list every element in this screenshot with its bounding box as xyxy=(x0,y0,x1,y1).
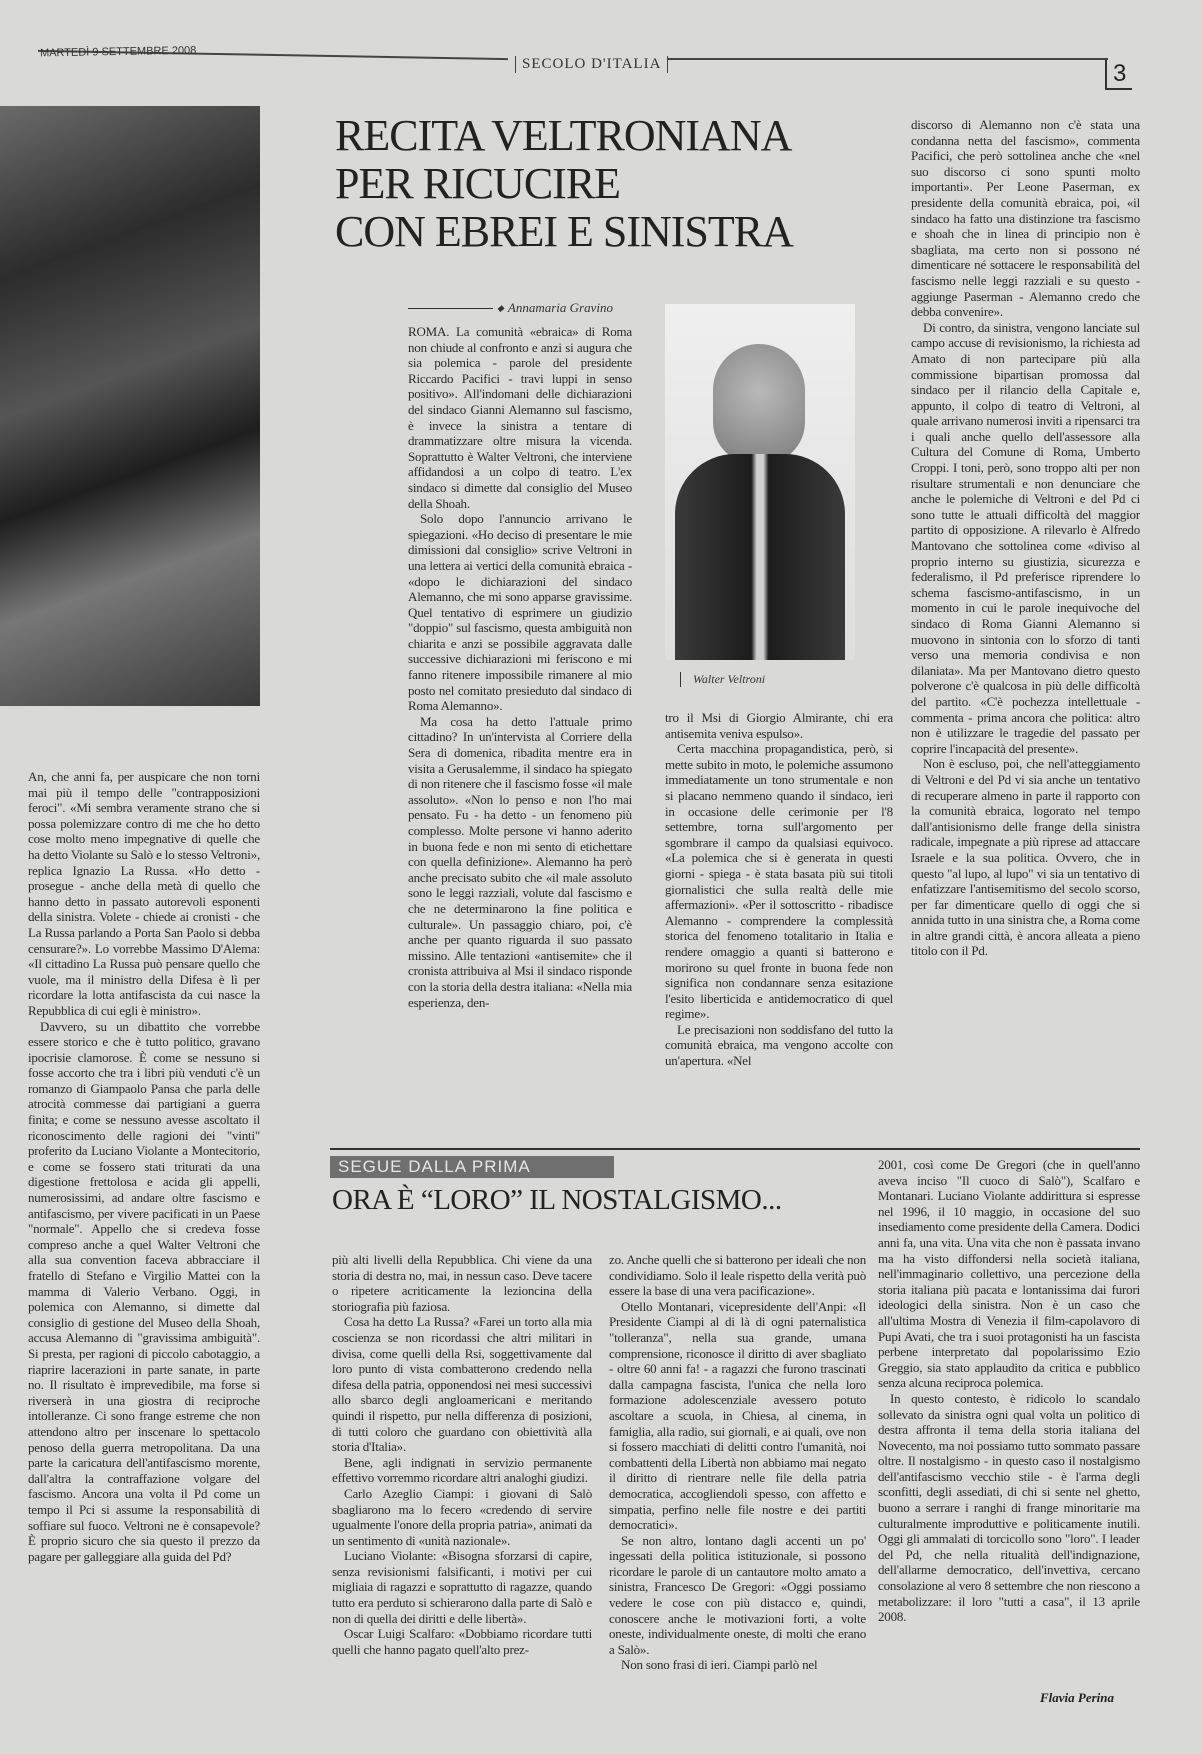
paragraph: Oscar Luigi Scalfaro: «Dobbiamo ricordare tutti quelli che hanno pagato quell'alto prez- xyxy=(332,1626,592,1657)
continued-from-front-label: SEGUE DALLA PRIMA xyxy=(330,1156,614,1178)
paragraph: Davvero, su un dibattito che vorrebbe essere storico e che è tutto politico, gravano ipocrisie clamorose. È come se nessuno si fosse accorto che tra i libri più venduti c'è un romanzo di Giampaolo Pansa che parla delle atrocità commesse dai partigiani a guerra finita; e come se nessuno avesse ascoltato il riconoscimento delle ragioni dei "vinti" proferito da Luciano Violante a Montecitorio, e come se fossero stati triturati da una digestione frettolosa e acida gli appelli, numerosissimi, ad andare oltre fascismo e antifascismo, per vivere pacificati in un Paese "normale". Appello che si credeva fosse compreso anche a quel Walter Veltroni che alla sua convention faceva abbracciare il fratello di Stefano e Virgilio Mattei con la mamma di Valerio Verbano. Oggi, in polemica con Alemanno, si dimette dal consiglio di gestione del Museo della Shoah, accusa Alemanno di "gravissima ambiguità". Si presta, per ragioni di piccolo cabotaggio, a riaprire lacerazioni in parte sanate, in parte no. Il risultato è imprevedibile, ma forse si riverserà in una giostra di reciproche intolleranze. Ci sono frange estreme che non attendono altro per inscenare lo spettacolo penoso della guerra metropolitana. Da una parte la caricatura dell'antifascismo morente, dall'altra la contraffazione volgare del fascismo. Ancora una volta il Pd come un tempo il Pci si assume la responsabilità di soffiare sul fuoco. Veltroni ne è consapevole? È proprio sicuro che sia questo il prezzo da pagare per galleggiare alla guida del Pd? xyxy=(28,1018,260,1564)
paragraph: tro il Msi di Giorgio Almirante, chi era antisemita veniva espulso». xyxy=(665,710,893,741)
paragraph: Non sono frasi di ieri. Ciampi parlò nel xyxy=(621,1657,818,1673)
section-divider xyxy=(330,1148,1140,1150)
headline-line: PER RICUCIRE xyxy=(335,159,621,208)
left-text-column xyxy=(28,769,260,1679)
second-column-a xyxy=(332,1252,592,1690)
paragraph: 2001, così come De Gregori (che in quell'anno aveva inciso "Il cuoco di Salò"), Scalfaro e Montanari. Luciano Violante addirittura si espresse nel 1996, il 10 maggio, in occasione del suo insediamento come presidente della Camera. Dodici anni fa, una vita. Una vita che non è passata invano ma ha visto diffondersi nella società italiana, nell'immaginario collettivo, una percezione della storia italiana più pacata e lontanissima dai furori ideologici della sinistra. Non è un caso che all'ultima Mostra di Venezia il film-capolavoro di Pupi Avati, che tra i suoi protagonisti ha un fascista perbene interpretato dal popolarissimo Ezio Greggio, sia stato applaudito da critica e pubblico senza alcuna reciproca polemica. xyxy=(878,1157,1140,1391)
portrait-head xyxy=(713,344,805,464)
author-name: Annamaria Gravino xyxy=(507,300,614,315)
headline-line: CON EBREI E SINISTRA xyxy=(335,207,793,256)
newspaper-name: SECOLO D'ITALIA xyxy=(515,56,668,73)
paragraph: Se non altro, lontano dagli accenti un po' ingessati della politica istituzionale, si possono ricordare le parole di un cantautore molto amato a sinistra, Francesco De Gregori: «Oggi possiamo vedere le cose con più distacco e, quindi, conoscere anche le motivazioni forti, a volte oneste, individualmente oneste, di molti che erano a Salò». xyxy=(609,1532,866,1657)
byline-rule xyxy=(408,308,493,309)
page-number: 3 xyxy=(1105,60,1132,90)
second-headline: ORA È “LORO” IL NOSTALGISMO... xyxy=(332,1184,782,1216)
portrait-body xyxy=(675,454,845,660)
paragraph: Carlo Azeglio Ciampi: i giovani di Salò sbagliarono ma lo fecero «credendo di servire ugualmente l'onore della propria patria», animati da un sentimento di «unità nazionale». xyxy=(332,1485,592,1548)
paragraph: Luciano Violante: «Bisogna sforzarsi di capire, senza revisionismi falsificanti, i motivi per cui migliaia di ragazzi e soprattutto di ragazze, quando tutto era perduto si schierarono dalla parte di Salò e non di quella dei diritti e delle libertà». xyxy=(332,1548,592,1626)
paragraph: ROMA. La comunità «ebraica» di Roma non chiude al confronto e anzi si augura che sia polemica - parole del presidente Riccardo Pacifici - travi luppi in senso positivo». All'indomani delle dichiarazioni del sindaco Gianni Alemanno sul fascismo, è invece la sinistra a tentare di drammatizzare oltre misura la vicenda. Soprattutto è Walter Veltroni, che interviene affidandosi a un colpo di teatro. L'ex sindaco si dimette dal consiglio del Museo della Shoah. xyxy=(408,324,632,511)
paragraph: Non è escluso, poi, che nell'atteggiamento di Veltroni e del Pd vi sia anche un tentativo di recuperare almeno in parte il rapporto con la comunità ebraica, logorato nel tempo dall'antisionismo delle frange della sinistra radicale, impegnate a più riprese ad attaccare Israele e la sua politica. Ovvero, che in questo "al lupo, al lupo" vi sia un tentativo di enfatizzare l'antisemitismo del secolo scorso, per far dimenticare quello di oggi che si annida tutto in una sinistra che, a Roma come in altre grandi città, è ancora alleata a pieno titolo con il Pd. xyxy=(911,756,1140,959)
second-column-c xyxy=(878,1157,1140,1687)
byline xyxy=(408,300,632,316)
paragraph: Le precisazioni non soddisfano del tutto la comunità ebraica, ma vengono accolte con un'apertura. «Nel xyxy=(665,1021,893,1069)
header-rule-right xyxy=(668,58,1108,60)
author-signature: Flavia Perina xyxy=(1040,1690,1115,1705)
soldiers-photo xyxy=(0,106,260,706)
paragraph: Ma cosa ha detto l'attuale primo cittadino? In un'intervista al Corriere della Sera di domenica, ribadita mentre era in visita a Gerusalemme, il sindaco ha spiegato di non ritenere che il fascismo fosse «il male assoluto». «Non lo penso e non l'ho mai pensato. Fu - ha detto - un fenomeno più complesso. Molte persone vi hanno aderito in buona fede e non mi sento di etichettare con quella definizione». Alemanno ha però anche precisato subito che «il male assoluto sono le leggi razziali, volute dal fascismo e che ne determinarono la fine politica e culturale». Un passaggio chiaro, poi, c'è anche per quanto riguarda il suo passato missino. Alle tentazioni «antisemite» che il cronista attribuiva al Msi il sindaco risponde con la storia della destra italiana: «Nella mia esperienza, den- xyxy=(408,713,632,1010)
paragraph: zo. Anche quelli che si batterono per ideali che non condividiamo. Solo il leale rispetto della verità può essere la base di una vera pacificazione». xyxy=(609,1252,866,1299)
paragraph: Otello Montanari, vicepresidente dell'Anpi: «Il Presidente Ciampi al di là di ogni paternalistica "tolleranza", nella sua grande, umana comprensione, riconosce il diritto di aver sbagliato - oltre 60 anni fa! - a ragazzi che furono trascinati dalla campagna fascista, l'unica che nella loro formazione adolescenziale avessero potuto ascoltare a scuola, in Chiesa, al cinema, in famiglia, alla radio, sui giornali, e ai quali, ove non si fossero macchiati di delitti contro l'umanità, noi combattenti della Libertà non abbiamo mai negato il diritto di rientrare nelle file della patria democratica, accogliendoli spesso, con affetto e simpatia, perfino nelle file nostre e dei partiti democratici». xyxy=(609,1298,866,1533)
article-column-1 xyxy=(408,324,632,1074)
issue-date: MARTEDÌ 9 SETTEMBRE 2008 xyxy=(39,44,197,60)
paragraph: Bene, agli indignati in servizio permanente effettivo vorremmo ricordare altri analoghi giudizi. xyxy=(332,1454,592,1486)
article-column-3 xyxy=(911,117,1140,1074)
paragraph: In questo contesto, è ridicolo lo scandalo sollevato da sinistra ogni qual volta un politico di destra affronta il tema della storia italiana del Novecento, ma noi possiamo tutto sommato passare oltre. Il nostalgismo - in questo caso il nostalgismo dell'antifascismo vecchio stile - è l'arma degli sconfitti, degli assediati, di chi si sente nel ghetto, buono a serrare i ranghi di frange minoritarie ma culturalmente improduttive e politicamente inutili. Oggi gli ammalati di torcicollo sono "loro". I leader del Pd, che nella ritualità dell'indignazione, dell'allarme democratico, dell'invettiva, cercano consolazione al vero 8 settembre che non riescono a metabolizzare: il loro "tutti a casa", il 13 aprile 2008. xyxy=(878,1390,1140,1625)
paragraph: An, che anni fa, per auspicare che non torni mai più il tempo delle "contrapposizioni feroci". «Mi sembra veramente strano che si possa polemizzare contro di me che ho detto cose molto meno impegnative di quelle che ha detto Violante su Salò e lo stesso Veltroni», replica Ignazio La Russa. «Ho detto - prosegue - anche della metà di quello che hanno detto in passato autorevoli esponenti della sinistra. Volete - chiede ai cronisti - che La Russa parlando a Porta San Paolo si debba censurare?». Lo vorrebbe Massimo D'Alema: «Il cittadino La Russa può pensare quello che vuole, ma il ministro della Difesa è lì per ricordare la lotta antifascista da cui nasce la Repubblica di cui egli è ministro». xyxy=(28,769,260,1018)
diamond-icon: ◆ xyxy=(497,302,504,313)
paragraph: Cosa ha detto La Russa? «Farei un torto alla mia coscienza se non ricordassi che altri militari in divisa, come quelli della Rsi, soggettivamente dal loro punto di vista combatterono credendo nella difesa della patria, opponendosi nei mesi successivi allo sbarco degli angloamericani e meritando quindi il rispetto, pur nella differenza di posizioni, di tutti coloro che guardano con obiettività alla storia d'Italia». xyxy=(332,1314,592,1455)
paragraph: discorso di Alemanno non c'è stata una condanna netta del fascismo», commenta Pacifici, che però sottolinea anche che «nel suo discorso ci sono spunti molto importanti». Per Leone Paserman, ex presidente della comunità ebraica, poi, «il sindaco ha fatto una distinzione tra fascismo e shoah che in linea di principio non è sbagliata, ma certo non si possono né dimenticare né sottacere le responsabilità del fascismo nelle leggi razziali e su questo - aggiunge Paserman - Alemanno credo che debba convenire». xyxy=(911,117,1140,320)
walter-veltroni-photo xyxy=(665,304,855,660)
main-headline xyxy=(335,112,793,256)
paragraph: Solo dopo l'annuncio arrivano le spiegazioni. «Ho deciso di presentare le mie dimissioni dal consiglio» scrive Veltroni in una lettera ai vertici della comunità ebraica - «dopo le dichiarazioni del sindaco Alemanno, che mi sono apparse gravissime. Quel tentativo di esprimere un giudizio "doppio" sul fascismo, questa ambiguità non chiarita e anzi se possibile aggravata dalle successive dichiarazioni mi feriscono e mi fanno ritenere impossibile rimanere al mio posto nel comitato presieduto dal sindaco di Roma Alemanno». xyxy=(408,511,632,714)
paragraph: Certa macchina propagandistica, però, si mette subito in moto, le polemiche assumono immediatamente un tono strumentale e non si placano nemmeno quando il sindaco, ieri in occasione delle cerimonie per l'8 settembre, torna sull'argomento per sgombrare il campo da qualsiasi equivoco. «La polemica che si è generata in questi giorni - spiega - è stata basata più sui titoli giornalistici che sulla realtà delle mie affermazioni». «Per il sottoscritto - ribadisce Alemanno - comprendere la complessità storica del fenomeno totalitario in Italia e rendere omaggio a quanti si batterono e morirono su quel fronte in buona fede non significa non condannare senza esitazione l'esito liberticida e antidemocratico di quel regime». xyxy=(665,741,893,1022)
caption-text: Walter Veltroni xyxy=(693,672,766,686)
paragraph: più alti livelli della Repubblica. Chi viene da una storia di destra no, mai, in nessun caso. Deve tacere o ripetere acriticamente la lezioncina della storiografia più faziosa. xyxy=(332,1252,592,1314)
headline-line: RECITA VELTRONIANA xyxy=(335,111,792,160)
paragraph: Di contro, da sinistra, vengono lanciate sul campo accuse di revisionismo, la richiesta ad Amato di non partecipare più alla commissione bipartisan promossa dal sindaco per il rilancio della Capitale e, appunto, il colpo di teatro di Veltroni, al quale arrivano numerosi inviti a ripensarci tra i quali anche quello dell'assessore alla Cultura del Comune di Roma, Umberto Croppi. I toni, però, sono troppo alti per non risultare strumentali e non denunciare che anche le polemiche di Veltroni e del Pd ci sono tutte le attuali difficoltà del maggior partito di opposizione. A rilevarlo è Alfredo Mantovano che sottolinea come «diviso al proprio interno su giustizia, sicurezza e federalismo, il Pd preferisce riprendere lo schema fascismo-antifascismo, in un momento in cui le parole inequivoche del sindaco di Roma Gianni Alemanno si muovono in sintonia con lo sforzo di tanti verso una memoria condivisa e non dilaniata». Ma per Mantovano dietro questo polverone c'è qualcosa in più delle difficoltà del partito. «C'è pochezza intellettuale - commenta - prima ancora che politica: altro non è utilizzare le tragedie del passato per coprire l'incapacità del presente». xyxy=(911,319,1140,756)
article-column-2 xyxy=(665,710,893,1074)
photo-caption xyxy=(680,672,765,687)
second-column-b xyxy=(609,1252,866,1704)
